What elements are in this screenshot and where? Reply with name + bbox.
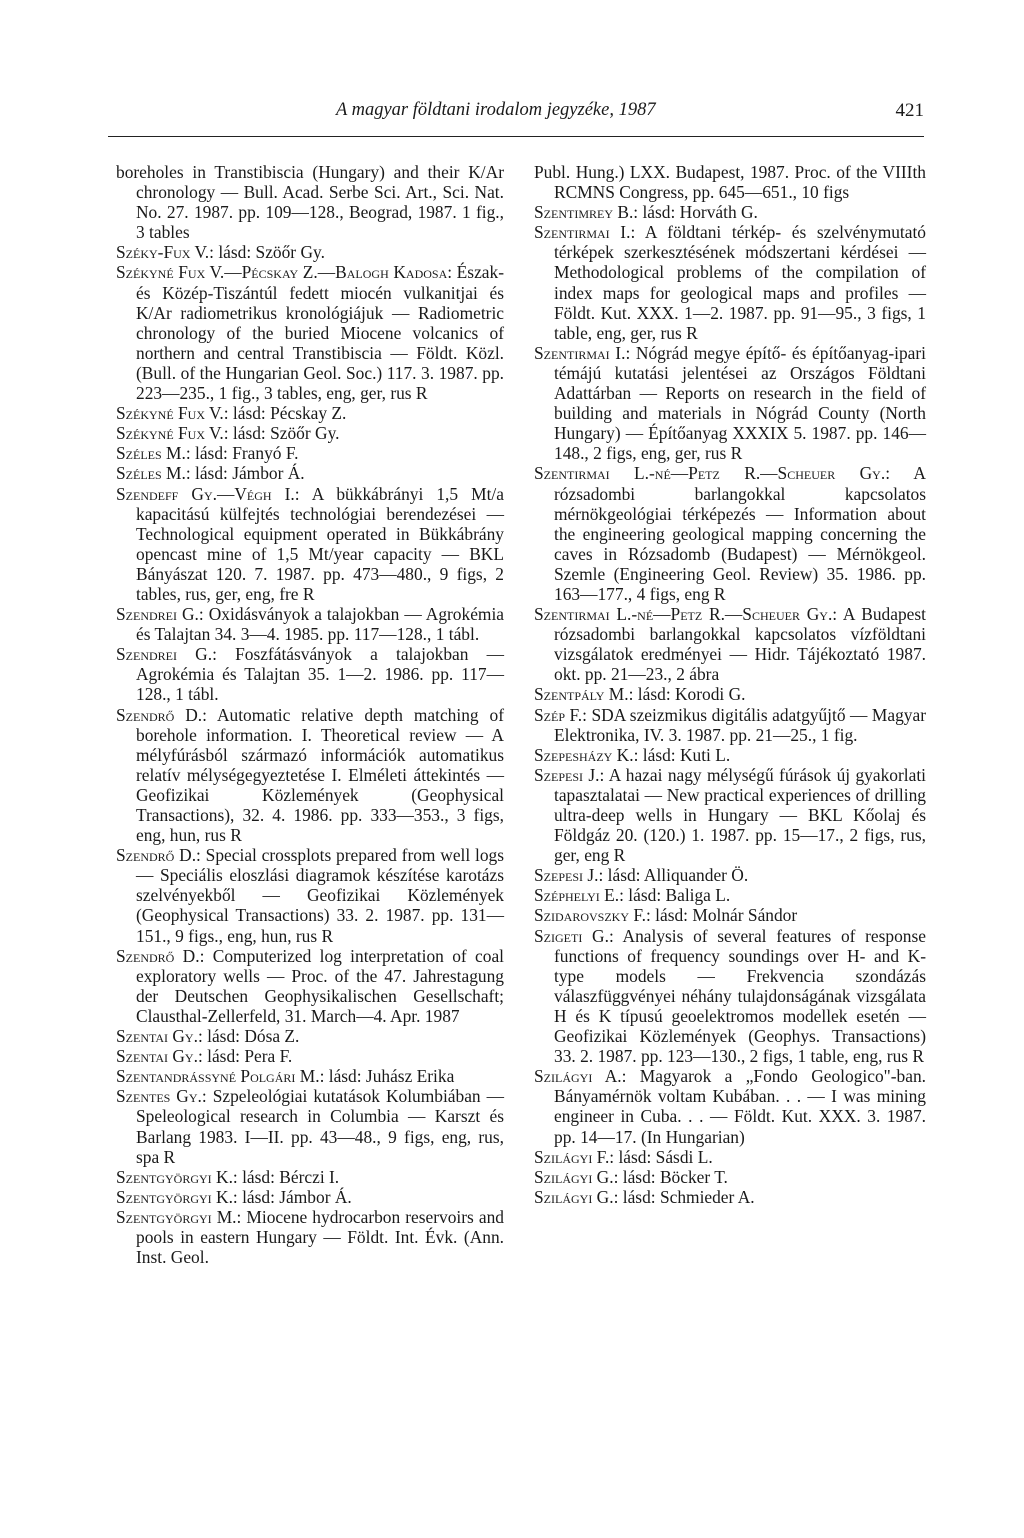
page-number: 421 (895, 100, 924, 121)
entry-text: : lásd: Alliquander Ö. (598, 865, 749, 886)
entry-author: Szilágyi A. (534, 1066, 622, 1087)
entry-author: Székyné Fux V. (116, 423, 224, 444)
entry-author: Szentgyörgyi K. (116, 1166, 233, 1187)
page-title: A magyar földtani irodalom jegyzéke, 1987 (336, 100, 656, 120)
bibliography-entry (534, 745, 926, 765)
entry-text: : Magyarok a „Fondo Geologico"-ban. Bányamérnök voltam Kubában. . . — I was mining engineer in Cuba. . . — Földt. Kut. XXX. 3. 1987. pp. 14—17. (In Hungarian) (554, 1066, 926, 1147)
entry-author: Széles M. (116, 443, 186, 464)
bibliography-entry (116, 604, 504, 644)
entry-text: : Foszfátásványok a talajokban — Agrokémia és Talajtan 35. 1—2. 1986. pp. 117—128., 1 tábl. (136, 644, 504, 705)
bibliography-entry (116, 403, 504, 423)
entry-author: Szentes Gy. (116, 1086, 202, 1107)
bibliography-entry (534, 905, 926, 925)
bibliography-entry (116, 484, 504, 605)
entry-author: Szentimrey B. (534, 202, 634, 223)
entry-author: Szentirmai I. (534, 222, 631, 243)
entry-text: : A földtani térkép- és szelvénymutató térképek szerkesztésének módszertani kérdései — Methodological problems of the compilation of index maps for geological maps and profiles — Földt. Kut. XXX. 1—2. 1987. pp. 91—95., 3 figs, 1 table, eng, ger, rus R (554, 222, 927, 343)
entry-author: Széky-Fux V. (116, 242, 210, 263)
bibliography-entry (534, 1147, 926, 1167)
entry-author: Szidarovszky F. (534, 905, 646, 926)
bibliography-entry (534, 684, 926, 704)
entry-author: Szép F. (534, 704, 583, 725)
bibliography-entry (534, 865, 926, 885)
entry-author: Szilágyi G. (534, 1186, 614, 1207)
entry-author: Szentandrássyné Polgári M. (116, 1066, 320, 1087)
left-column (116, 162, 504, 1267)
entry-author: Szigeti G. (534, 925, 609, 946)
bibliography-entry (116, 1086, 504, 1166)
bibliography-entry (116, 1167, 504, 1187)
entry-text: : Computerized log interpretation of coal exploratory wells — Proc. of the 47. Jahrestagung der Deutschen Geophysikalischen Gesellschaft; Clausthal-Zellerfeld, 31. March—4. Apr. 1987 (136, 945, 504, 1026)
entry-author: Szendrei G. (116, 644, 213, 665)
entry-text: : Miocene hydrocarbon reservoirs and pools in eastern Hungary — Földt. Int. Évk. (Ann. Inst. Geol. (136, 1206, 504, 1268)
entry-author: Szendeff Gy.—Végh I. (116, 483, 295, 504)
bibliography-entry (116, 1187, 504, 1207)
entry-text: : lásd: Kuti L. (633, 744, 731, 765)
entry-text: : lásd: Horváth G. (633, 202, 758, 223)
entry-text: : lásd: Szöőr Gy. (223, 423, 340, 444)
entry-text: : Oxidásványok a talajokban — Agrokémia és Talajtan 34. 3—4. 1985. pp. 117—128., 1 tábl. (136, 604, 504, 645)
entry-author: Szilágyi G. (534, 1166, 614, 1187)
entry-text: : Szpeleológiai kutatások Kolumbiában — Speleological research in Columbia — Karszt és Barlang 1983. I—II. pp. 43—48., 9 figs, eng, rus, spa R (136, 1086, 504, 1167)
bibliography-entry (116, 443, 504, 463)
entry-text: : lásd: Sásdi L. (609, 1146, 713, 1167)
entry-text: : lásd: Korodi G. (628, 684, 746, 705)
bibliography-entry (534, 343, 926, 464)
bibliography-entry (116, 262, 504, 403)
bibliography-entry (116, 946, 504, 1026)
entry-author: Szentpály M. (534, 684, 629, 705)
entry-text: : Special crossplots prepared from well logs — Speciális eloszlási diagramok készítése karotázs szelvényekből — Geofizikai Közlemények (Geophysical Transactions) 33. 2. 1987. pp. 131—151., 9 figs., eng, hun, rus R (136, 845, 504, 946)
entry-author: Szentirmai L.-né—Petz R.—Scheuer Gy. (534, 604, 833, 625)
entry-text: : lásd: Molnár Sándor (645, 905, 798, 926)
entry-text: : A hazai nagy mélységű fúrások új gyakorlati tapasztalatai — New practical experiences of drilling ultra-deep wells in Hungary — BKL Kőolaj és Földgáz 20. (120.) 1. 1987. pp. 15—17., 2 figs, rus, ger, eng R (554, 764, 926, 866)
entry-author: Székyné Fux V.—Pécskay Z.—Balogh Kadosa (116, 262, 448, 283)
entry-text: : lásd: Szöőr Gy. (209, 242, 325, 263)
entry-text: boreholes in Transtibiscia (Hungary) and their K/Ar chronology — Bull. Acad. Serbe Sci. Art., Sci. Nat. No. 27. 1987. pp. 109—128., Beograd, 1987. 1 fig., 3 tables (116, 162, 504, 243)
entry-text: : lásd: Pera F. (197, 1046, 293, 1067)
bibliography-entry (116, 845, 504, 945)
entry-text: : lásd: Juhász Erika (319, 1066, 455, 1087)
entry-author: Szendrő D. (116, 845, 197, 866)
entry-text: : Analysis of several features of response functions of frequency soundings over H- and K-type models — Frekvencia szondázás válaszfüggvényei néhány tulajdonságának vizsgálata H és K típusú geoelektromos modellek esetén — Geofizikai Közlemények (Geophys. Transactions) 33. 2. 1987. pp. 123—130., 2 figs, 1 table, eng, rus R (554, 925, 926, 1067)
header-rule (108, 136, 924, 137)
entry-text: : Nógrád megye építő- és építőanyag-ipari témájú kutatási jelentései az Országos Földtani Adattárban — Reports on research in the field of building and materials in Nógrád County (North Hungary) — Építőanyag XXXIX 5. 1987. pp. 146—148., 2 figs, eng, ger, rus R (554, 342, 926, 464)
bibliography-entry (116, 242, 504, 262)
bibliography-entry (534, 1187, 926, 1207)
entry-author: Szepesi J. (534, 764, 600, 785)
bibliography-entry (116, 162, 504, 242)
entry-text: : lásd: Franyó F. (185, 443, 299, 464)
entry-text: : lásd: Dósa Z. (197, 1026, 300, 1047)
entry-author: Szentai Gy. (116, 1046, 198, 1067)
entry-author: Szilágyi F. (534, 1146, 610, 1167)
entry-text: : lásd: Pécskay Z. (223, 403, 347, 424)
entry-text: : lásd: Böcker T. (613, 1166, 728, 1187)
bibliography-entry (534, 885, 926, 905)
entry-author: Szentai Gy. (116, 1026, 198, 1047)
bibliography-entry (116, 423, 504, 443)
entry-author: Szendrei G. (116, 604, 199, 625)
entry-text: : lásd: Bérczi I. (232, 1166, 340, 1187)
entry-text: : lásd: Baliga L. (619, 885, 731, 906)
bibliography-entry (534, 705, 926, 745)
entry-author: Szentirmai L.-né—Petz R.—Scheuer Gy. (534, 463, 886, 484)
bibliography-entry (116, 1207, 504, 1267)
entry-text: : A bükkábrányi 1,5 Mt/a kapacitású külfejtés technológiai berendezései — Technological equipment operated in Bükkábrány opencast mine of 1,5 Mt/year capacity — BKL Bányászat 120. 7. 1987. pp. 473—480., 9 figs, 2 tables, rus, ger, eng, fre R (136, 483, 504, 604)
bibliography-entry (116, 705, 504, 846)
entry-author: Szepesi J. (534, 865, 599, 886)
bibliography-entry (534, 1167, 926, 1187)
entry-author: Szentirmai I. (534, 342, 626, 363)
bibliography-entry (534, 765, 926, 865)
bibliography-entry (534, 463, 926, 604)
entry-author: Szendrő D. (116, 704, 203, 725)
bibliography-entry (116, 463, 504, 483)
entry-author: Széphelyi E. (534, 885, 620, 906)
bibliography-entry (534, 222, 926, 343)
bibliography-entry (116, 1026, 504, 1046)
entry-author: Szentgyörgyi M. (116, 1206, 237, 1227)
entry-text: : A rózsadombi barlangokkal kapcsolatos mérnökgeológiai térképezés — Information about the engineering geological mapping concerning the caves in Rózsadomb (Budapest) — Mérnökgeol. Szemle (Engineering Geol. Review) 35. 1986. pp. 163—177., 4 figs, eng R (554, 463, 926, 604)
entry-text: Publ. Hung.) LXX. Budapest, 1987. Proc. of the VIIIth RCMNS Congress, pp. 645—651., 10 figs (534, 162, 926, 203)
entry-text: : Automatic relative depth matching of borehole information. I. Theoretical review — A mélyfúrásból származó információk automatikus relatív mélységegyeztetése I. Elméleti áttekintés — Geofizikai Közlemények (Geophysical Transactions), 32. 4. 1986. pp. 333—353., 3 figs, eng, hun, rus R (136, 704, 504, 846)
bibliography-entry (116, 1046, 504, 1066)
entry-text: : A Budapest rózsadombi barlangokkal kapcsolatos vízföldtani vizsgálatok eredményei — Hidr. Tájékoztató 1987. okt. pp. 21—23., 2 ábra (554, 604, 926, 685)
entry-author: Szendrő D. (116, 945, 200, 966)
bibliography-entry (116, 644, 504, 704)
bibliography-entry (534, 1066, 926, 1146)
bibliography-entry (534, 926, 926, 1067)
entry-author: Székyné Fux V. (116, 403, 224, 424)
bibliography-entry (534, 604, 926, 684)
entry-author: Széles M. (116, 463, 186, 484)
running-header (108, 100, 924, 140)
entry-text: : SDA szeizmikus digitális adatgyűjtő — Magyar Elektronika, IV. 3. 1987. pp. 21—25., 1 fig. (554, 704, 926, 745)
entry-text: : lásd: Schmieder A. (613, 1186, 755, 1207)
entry-text: : lásd: Jámbor Á. (185, 463, 305, 484)
right-column (534, 162, 926, 1207)
entry-text: : lásd: Jámbor Á. (232, 1186, 352, 1207)
bibliography-entry (116, 1066, 504, 1086)
entry-author: Szentgyörgyi K. (116, 1186, 233, 1207)
bibliography-entry (534, 162, 926, 202)
bibliography-entry (534, 202, 926, 222)
entry-text: : Észak- és Közép-Tiszántúl fedett miocén vulkanitjai és K/Ar radiometrikus kronológiájuk — Radiometric chronology of the buried Miocene volcanics of northern and central Transtibiscia — Földt. Közl. (Bull. of the Hungarian Geol. Soc.) 117. 3. 1987. pp. 223—235., 1 fig., 3 tables, eng, ger, rus R (136, 262, 504, 404)
entry-author: Szepesházy K. (534, 744, 634, 765)
